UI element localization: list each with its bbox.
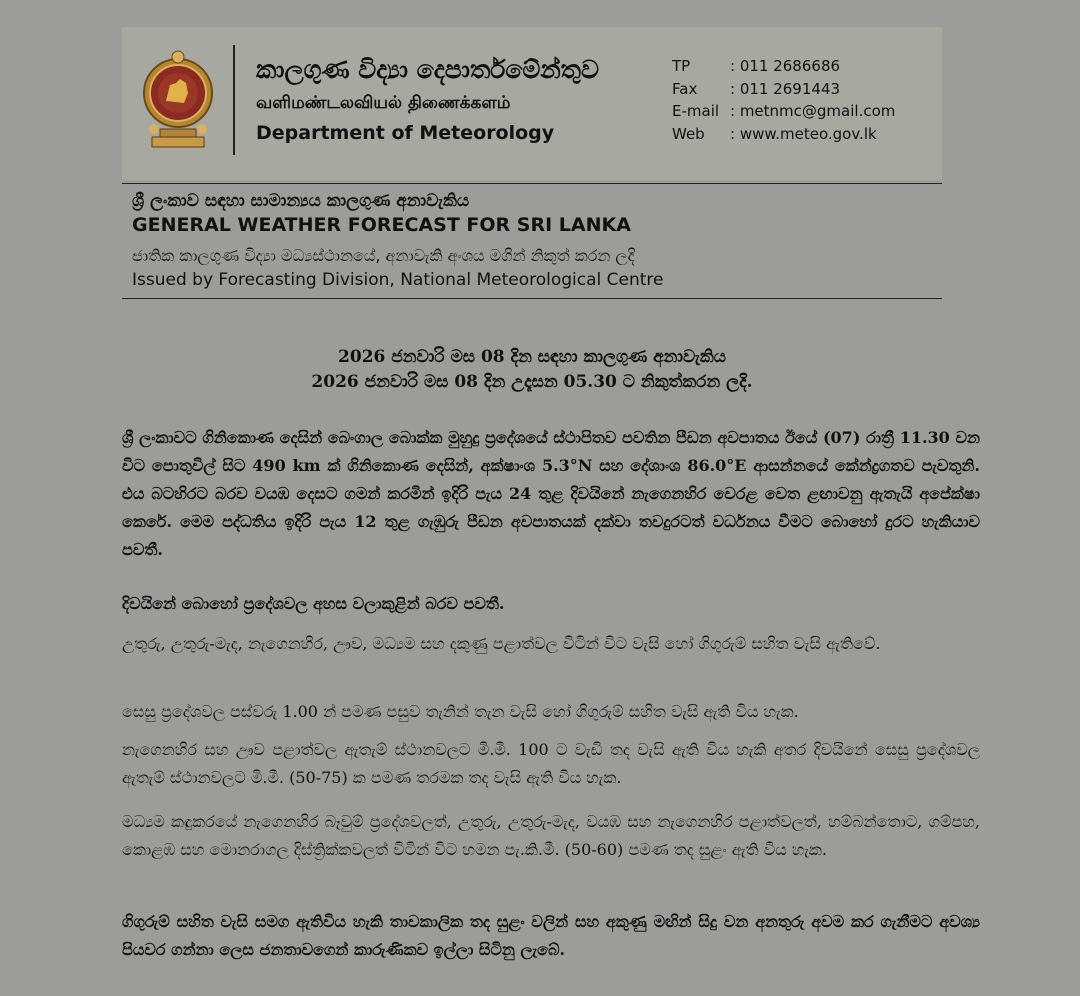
contact-email: [672, 100, 895, 123]
contact-value[interactable]: : www.meteo.gov.lk: [730, 124, 877, 143]
issue-time-line: 2026 ජනවාරි මස 08 දින උදෑසන 05.30 ට නිකුත්කරන ලදි.: [311, 372, 753, 392]
forecast-title-english: GENERAL WEATHER FORECAST FOR SRI LANKA: [132, 214, 631, 236]
wind-paragraph: මධ්‍යම කඳුකරයේ නැගෙනහිර බෑවුම් ප්‍රදේශවලත්, උතුරු, උතුරු-මැද, වයඹ සහ නැගෙනහිර පළාත්වලත්, හම්බන්තොට, ගම්පහ, කොළඹ සහ මොනරාගල දිස්ත්‍රික්කවලත් විටින් විට හමන පැ.කි.මී. (50-60) පමණ තද සුළං ඇති විය හැක.: [122, 812, 980, 859]
letterhead: [122, 27, 942, 180]
contact-value: : 011 2691443: [730, 79, 841, 98]
issued-by-sinhala: ජාතික කාලගුණ විද්‍යා මධ්‍යස්ථානයේ, අනාවැකි අංශය මගින් නිකුත් කරන ලදි: [132, 246, 635, 265]
contact-tp: [672, 55, 895, 78]
cloud-cover-paragraph: දිවයිනේ බොහෝ ප්‍රදේශවල අහස වලාකුළින් බරව පවතී.: [122, 594, 505, 613]
divider-bottom: [122, 298, 942, 299]
forecast-date-block: [122, 345, 942, 395]
heavy-rain-paragraph: නැගෙනහිර සහ ඌව පළාත්වල ඇතැම් ස්ථානවලට මි.මී. 100 ට වැඩි තද වැසි ඇති විය හැකි අතර දිවයිනේ සෙසු ප්‍රදේශවල ඇතැම් ස්ථානවලට මි.මී. (50-75) ක පමණ තරමක තද වැසි ඇති විය හැක.: [122, 740, 980, 787]
contact-value[interactable]: : metnmc@gmail.com: [730, 102, 896, 120]
forecast-title-sinhala: ශ්‍රී ලංකාව සඳහා සාමාන්‍යය කාලගුණ අනාවැකිය: [132, 191, 470, 211]
contact-label: TP: [672, 57, 691, 75]
contact-block: [672, 55, 895, 145]
rain-regions-paragraph: උතුරු, උතුරු-මැද, නැගෙනහිර, ඌව, මධ්‍යම සහ දකුණු පළාත්වල විටින් විට වැසි හෝ ගිගුරුම් සහිත වැසි ඇතිවේ.: [122, 634, 881, 653]
safety-advice-paragraph: ගිගුරුම් සහිත වැසි සමග ඇතිවිය හැකි තාවකාලික තද සුළං වලින් සහ අකුණු මඟින් සිදු වන අනතුරු අවම කර ගැනීමට අවශ්‍ය පියවර ගන්නා ලෙස ජනතාවගෙන් කාරුණිකව ඉල්ලා සිටිනු ලැබේ.: [122, 912, 980, 959]
divider-top: [122, 183, 942, 184]
forecast-date-line: 2026 ජනවාරි මස 08 දින සඳහා කාලගුණ අනාවැකිය: [338, 347, 726, 367]
contact-value: : 011 2686686: [730, 57, 841, 75]
header-divider: [233, 45, 235, 155]
dept-name-english: Department of Meteorology: [256, 122, 555, 144]
dept-name-sinhala: කාලගුණ විද්‍යා දෙපාර්තමේන්තුව: [256, 55, 599, 84]
contact-label: Fax: [672, 79, 698, 98]
sri-lanka-emblem-icon: [142, 45, 214, 153]
system-description-paragraph: ශ්‍රී ලංකාවට ගිනිකොණ දෙසින් බෙංගාල බොක්ක මුහුදු ප්‍රදේශයේ ස්ථාපිතව පවතින පීඩන අවපාතය ඊයේ (07) රාත්‍රී 11.30 වන විට පොතුවිල් සිට 490 km ක් ගිනිකොණ දෙසින්, අක්ෂාංශ 5.3°N සහ දේශාංශ 86.0°E ආසන්නයේ කේන්ද්‍රගතව පැවතුනි. එය බටහිරට බරව වයඹ දෙසට ගමන් කරමින් ඉදිරි පැය 24 තුළ දිවයිනේ නැගෙනහිර වෙරළ වෙත ළඟාවනු ඇතැයි අපේක්ෂා කෙරේ. මෙම පද්ධතිය ඉදිරි පැය 12 තුළ ගැඹුරු පීඩන අවපාතයක් දක්වා තවදුරටත් වර්ධනය වීමට බොහෝ දුරට හැකියාව පවතී.: [122, 428, 980, 559]
dept-name-tamil: வளிமண்டலவியல் திணைக்களம்: [256, 93, 511, 113]
afternoon-showers-paragraph: සෙසු ප්‍රදේශවල පස්වරු 1.00 න් පමණ පසුව තැනින් තැන වැසි හෝ ගිගුරුම් සහිත වැසි ඇති විය හැක.: [122, 702, 799, 721]
contact-label: Web: [672, 124, 705, 143]
contact-web: [672, 123, 895, 146]
issued-by-english: Issued by Forecasting Division, National Meteorological Centre: [132, 270, 664, 290]
contact-fax: [672, 78, 895, 101]
contact-label: E-mail: [672, 102, 720, 120]
